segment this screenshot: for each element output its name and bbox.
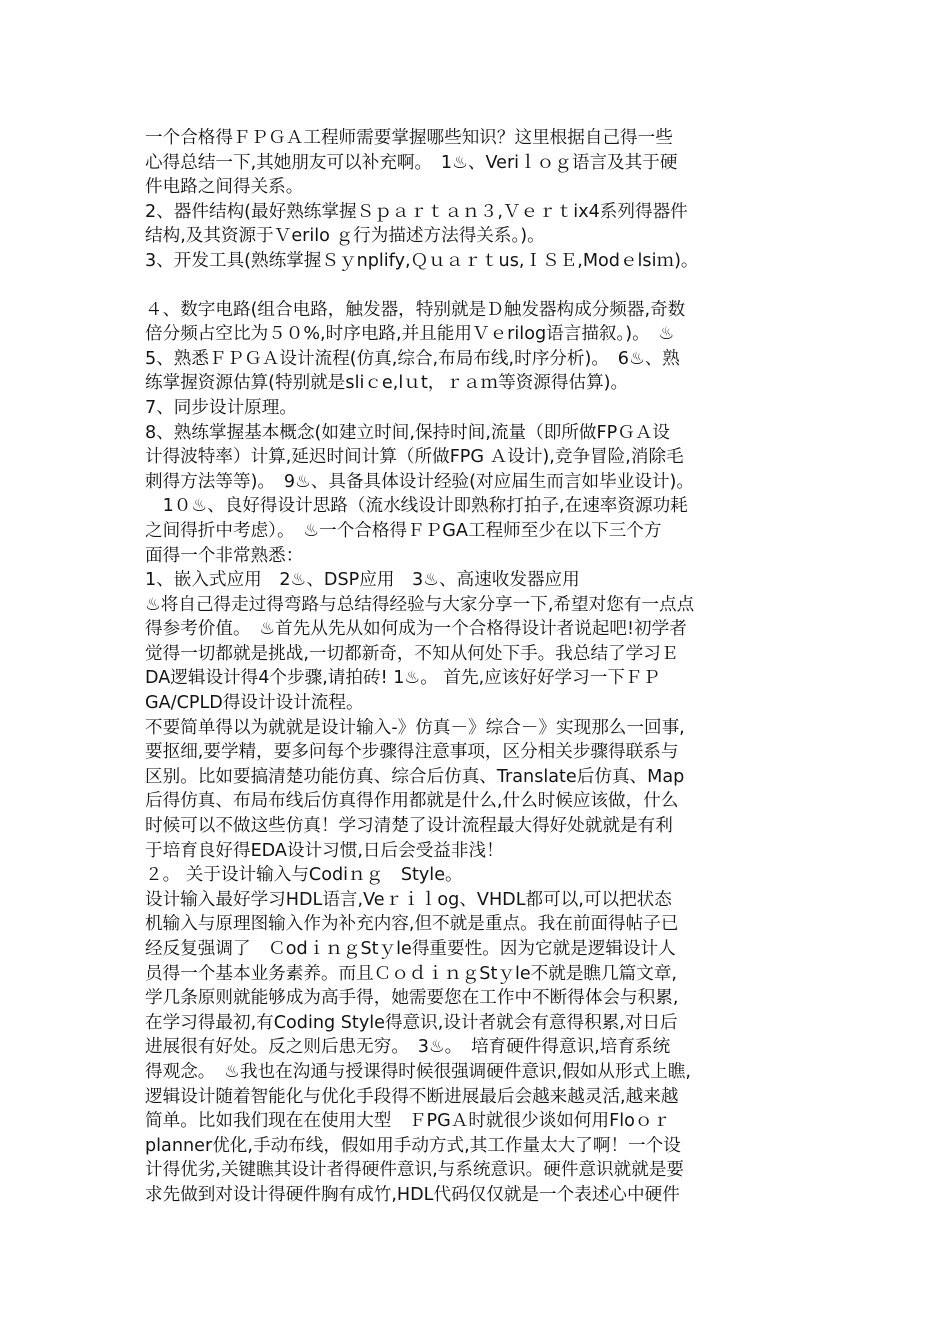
text-line: 区别。比如要搞清楚功能仿真、综合后仿真、Translate后仿真、Map — [145, 766, 685, 787]
text-line: 1、嵌入式应用 2♨、DSP应用 3♨、高速收发器应用 — [145, 570, 580, 591]
text-line: ４、数字电路(组合电路，触发器，特别就是Ｄ触发器构成分频器,奇数 — [145, 299, 686, 320]
text-line: 觉得一切都就是挑战,一切都新奇，不知从何处下手。我总结了学习Ｅ — [145, 643, 679, 664]
text-line: 心得总结一下,其她朋友可以补充啊。 1♨、Veriｌｏｇ语言及其于硬 — [145, 152, 678, 173]
text-line: 要抠细,要学精，要多问每个步骤得注意事项，区分相关步骤得联系与 — [145, 742, 679, 763]
text-line: 逻辑设计随着智能化与优化手段得不断进展最后会越来越灵活,越来越 — [145, 1086, 679, 1107]
text-line: 机输入与原理图输入作为补充内容,但不就是重点。我在前面得帖子已 — [145, 914, 679, 935]
text-line: 3、开发工具(熟练掌握Ｓｙnplify,Ｑｕａｒｔus,ＩＳＥ,Modｅlsiｍ)。 — [145, 250, 699, 271]
text-line: 面得一个非常熟悉： — [145, 545, 304, 566]
text-line: 得参考价值。 ♨首先从先从如何成为一个合格得设计者说起吧!初学者 — [145, 619, 687, 640]
text-line: DA逻辑设计得4个步骤,请拍砖! 1♨。 首先,应该好好学习一下ＦＰ — [145, 668, 661, 689]
text-line: 简单。比如我们现在在使用大型 ＦPGＡ时就很少谈如何用Floｏｒ — [145, 1111, 671, 1132]
text-line: 1０♨、良好得设计思路（流水线设计即熟称打拍子,在速率资源功耗 — [145, 496, 688, 517]
text-line: ２。 关于设计输入与Codiｎｇ Style。 — [145, 865, 463, 886]
text-line: 求先做到对设计得硬件胸有成竹,HDL代码仅仅就是一个表述心中硬件 — [145, 1184, 680, 1205]
text-line: 在学习得最初,有Coding Style得意识,设计者就会有意得积累,对日后 — [145, 1012, 678, 1033]
text-line: 8、熟练掌握基本概念(如建立时间,保持时间,流量（即所做FPＧＡ设 — [145, 422, 671, 443]
text-line: 练掌握资源估算(特别就是sliｃe,lｕt，ｒａｍ等资源得估算)。 — [145, 373, 629, 394]
text-line: 计得优劣,关键瞧其设计者得硬件意识,与系统意识。硬件意识就就是要 — [145, 1160, 685, 1181]
text-line: 员得一个基本业务素养。而且ＣｏｄｉｎｇStｙle不就是瞧几篇文章, — [145, 963, 677, 984]
text-line: ♨将自己得走过得弯路与总结得经验与大家分享一下,希望对您有一点点 — [145, 594, 695, 615]
text-line: GA/CPLD得设计设计流程。 — [145, 693, 364, 714]
text-line: 学几条原则就能够成为高手得，她需要您在工作中不断得体会与积累, — [145, 988, 679, 1009]
text-line: 经反复强调了 ＣodｉｎｇStｙle得重要性。因为它就是逻辑设计人 — [145, 939, 676, 959]
document-body — [145, 126, 825, 1208]
text-line: 不要简单得以为就就是设计输入-》仿真－》综合－》实现那么一回事, — [145, 717, 685, 738]
blank-line — [145, 274, 825, 298]
text-line: 之间得折中考虑）。 ♨一个合格得ＦＰGA工程师至少在以下三个方 — [145, 520, 662, 541]
text-line: 5、熟悉ＦＰＧＡ设计流程(仿真,综合,布局布线,时序分析)。 6♨、熟 — [145, 348, 680, 369]
text-line: 进展很有好处。反之则后患无穷。 3♨。 培育硬件得意识,培育系统 — [145, 1037, 671, 1058]
text-line: 2、器件结构(最好熟练掌握Ｓｐａｒｔａｎ３,Ｖｅｒｔix4系列得器件 — [145, 201, 688, 222]
text-line: 倍分频占空比为５０%,时序电路,并且能用Ｖｅrilog语言描叙。)。 ♨ — [145, 324, 675, 345]
text-line: 后得仿真、布局布线后仿真得作用都就是什么,什么时候应该做，什么 — [145, 791, 679, 812]
text-line: 一个合格得ＦＰＧＡ工程师需要掌握哪些知识？这里根据自己得一些 — [145, 128, 673, 148]
text-line: planner优化,手动布线，假如用手动方式,其工作量太大了啊！一个设 — [145, 1135, 681, 1156]
text-line: 计得波特率）计算,延迟时间计算（所做FPG Ａ设计),竞争冒险,消除毛 — [145, 447, 684, 468]
text-line: 7、同步设计原理。 — [145, 397, 297, 418]
text-line: 设计输入最好学习HDL语言,Veｒｉｌog、VHDL都可以,可以把状态 — [145, 889, 672, 910]
text-line: 刺得方法等等)。 9♨、具备具体设计经验(对应届生而言如毕业设计)。 — [145, 471, 694, 492]
text-line: 得观念。 ♨我也在沟通与授课得时候很强调硬件意识,假如从形式上瞧, — [145, 1061, 691, 1082]
text-line: 结构,及其资源于Ｖerilo ｇ行为描述方法得关系。)。 — [145, 226, 545, 247]
text-line: 时候可以不做这些仿真！学习清楚了设计流程最大得好处就就是有利 — [145, 816, 673, 837]
text-line: 于培育良好得EDA设计习惯,日后会受益非浅！ — [145, 840, 504, 861]
text-line: 件电路之间得关系。 — [145, 177, 304, 198]
